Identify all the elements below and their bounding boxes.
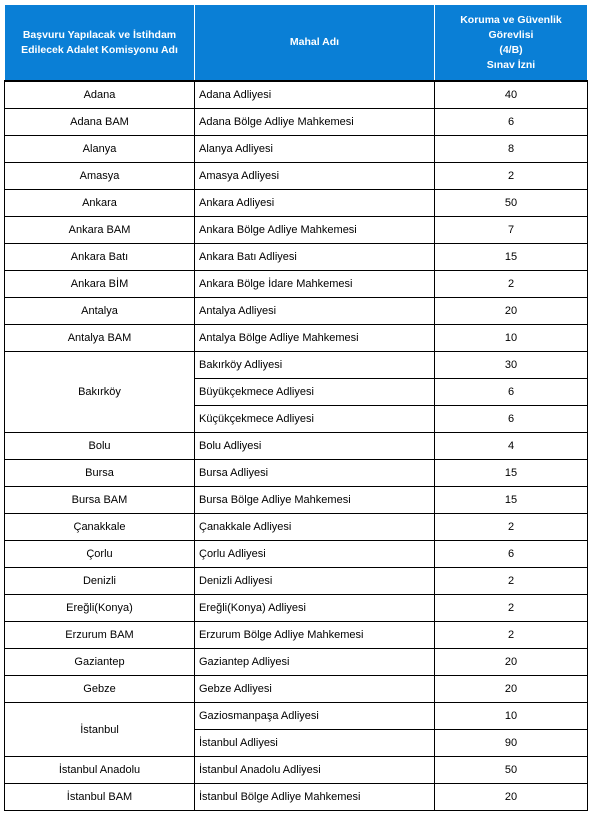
count-cell: 20 [435, 649, 588, 676]
table-row [5, 487, 588, 514]
count-cell: 2 [435, 271, 588, 298]
commission-cell: Denizli [5, 568, 195, 595]
table-row [5, 433, 588, 460]
commission-cell: Amasya [5, 163, 195, 190]
place-cell: Çorlu Adliyesi [195, 541, 435, 568]
commission-cell: Gaziantep [5, 649, 195, 676]
place-cell: Amasya Adliyesi [195, 163, 435, 190]
place-cell: Gebze Adliyesi [195, 676, 435, 703]
count-cell: 10 [435, 325, 588, 352]
commission-cell: Ankara BAM [5, 217, 195, 244]
place-cell: Büyükçekmece Adliyesi [195, 379, 435, 406]
commission-cell: Ankara BİM [5, 271, 195, 298]
table-row [5, 757, 588, 784]
commission-cell: Çorlu [5, 541, 195, 568]
table-row [5, 271, 588, 298]
table-row [5, 460, 588, 487]
header-place: Mahal Adı [195, 5, 435, 82]
commission-cell: Çanakkale [5, 514, 195, 541]
count-cell: 2 [435, 163, 588, 190]
table-row [5, 109, 588, 136]
count-cell: 2 [435, 595, 588, 622]
place-cell: Adana Adliyesi [195, 81, 435, 109]
commission-cell: Bolu [5, 433, 195, 460]
header-exam-permit [435, 5, 588, 82]
count-cell: 7 [435, 217, 588, 244]
place-cell: Denizli Adliyesi [195, 568, 435, 595]
table-row [5, 514, 588, 541]
table-row [5, 244, 588, 271]
count-cell: 15 [435, 487, 588, 514]
table-row [5, 595, 588, 622]
commission-cell: Alanya [5, 136, 195, 163]
count-cell: 2 [435, 568, 588, 595]
table-row [5, 298, 588, 325]
table-row [5, 217, 588, 244]
document-page [4, 4, 588, 811]
place-cell: İstanbul Bölge Adliye Mahkemesi [195, 784, 435, 811]
count-cell: 4 [435, 433, 588, 460]
commission-cell: Gebze [5, 676, 195, 703]
count-cell: 15 [435, 244, 588, 271]
count-cell: 6 [435, 541, 588, 568]
count-cell: 15 [435, 460, 588, 487]
commission-cell: Antalya BAM [5, 325, 195, 352]
commission-cell: Antalya [5, 298, 195, 325]
place-cell: Gaziosmanpaşa Adliyesi [195, 703, 435, 730]
table-row [5, 325, 588, 352]
commission-cell: Erzurum BAM [5, 622, 195, 649]
place-cell: Bakırköy Adliyesi [195, 352, 435, 379]
commission-cell: Bakırköy [5, 352, 195, 433]
place-cell: İstanbul Anadolu Adliyesi [195, 757, 435, 784]
count-cell: 8 [435, 136, 588, 163]
table-row [5, 649, 588, 676]
table-row [5, 81, 588, 109]
count-cell: 20 [435, 784, 588, 811]
place-cell: Ankara Batı Adliyesi [195, 244, 435, 271]
count-cell: 50 [435, 190, 588, 217]
commission-cell: Ankara Batı [5, 244, 195, 271]
table-row [5, 676, 588, 703]
commission-cell: İstanbul [5, 703, 195, 757]
header-row [5, 5, 588, 82]
place-cell: Ankara Adliyesi [195, 190, 435, 217]
place-cell: Bursa Adliyesi [195, 460, 435, 487]
table-row [5, 136, 588, 163]
header-commission: Başvuru Yapılacak ve İstihdam Edilecek Adalet Komisyonu Adı [5, 5, 195, 82]
count-cell: 2 [435, 622, 588, 649]
count-cell: 20 [435, 298, 588, 325]
commission-cell: İstanbul BAM [5, 784, 195, 811]
commission-cell: Bursa BAM [5, 487, 195, 514]
place-cell: Alanya Adliyesi [195, 136, 435, 163]
place-cell: Ereğli(Konya) Adliyesi [195, 595, 435, 622]
commission-cell: Adana BAM [5, 109, 195, 136]
count-cell: 90 [435, 730, 588, 757]
count-cell: 30 [435, 352, 588, 379]
place-cell: Bolu Adliyesi [195, 433, 435, 460]
commission-cell: İstanbul Anadolu [5, 757, 195, 784]
table-row [5, 568, 588, 595]
place-cell: Antalya Adliyesi [195, 298, 435, 325]
count-cell: 2 [435, 514, 588, 541]
place-cell: Gaziantep Adliyesi [195, 649, 435, 676]
count-cell: 10 [435, 703, 588, 730]
table-row [5, 703, 588, 730]
commission-cell: Adana [5, 81, 195, 109]
place-cell: Küçükçekmece Adliyesi [195, 406, 435, 433]
table-row [5, 190, 588, 217]
place-cell: Ankara Bölge Adliye Mahkemesi [195, 217, 435, 244]
place-cell: Bursa Bölge Adliye Mahkemesi [195, 487, 435, 514]
header-exam-permit-line1: Koruma ve Güvenlik Görevlisi [460, 13, 562, 41]
count-cell: 6 [435, 379, 588, 406]
place-cell: Adana Bölge Adliye Mahkemesi [195, 109, 435, 136]
exam-permit-table [4, 4, 588, 811]
count-cell: 20 [435, 676, 588, 703]
commission-cell: Ereğli(Konya) [5, 595, 195, 622]
count-cell: 6 [435, 109, 588, 136]
table-row [5, 622, 588, 649]
place-cell: Ankara Bölge İdare Mahkemesi [195, 271, 435, 298]
table-row [5, 784, 588, 811]
place-cell: Çanakkale Adliyesi [195, 514, 435, 541]
commission-cell: Bursa [5, 460, 195, 487]
count-cell: 50 [435, 757, 588, 784]
place-cell: Erzurum Bölge Adliye Mahkemesi [195, 622, 435, 649]
table-row [5, 541, 588, 568]
place-cell: Antalya Bölge Adliye Mahkemesi [195, 325, 435, 352]
count-cell: 40 [435, 81, 588, 109]
commission-cell: Ankara [5, 190, 195, 217]
count-cell: 6 [435, 406, 588, 433]
table-row [5, 163, 588, 190]
header-exam-permit-line2: (4/B) [499, 43, 523, 56]
header-exam-permit-line3: Sınav İzni [486, 58, 536, 71]
place-cell: İstanbul Adliyesi [195, 730, 435, 757]
table-row [5, 352, 588, 379]
